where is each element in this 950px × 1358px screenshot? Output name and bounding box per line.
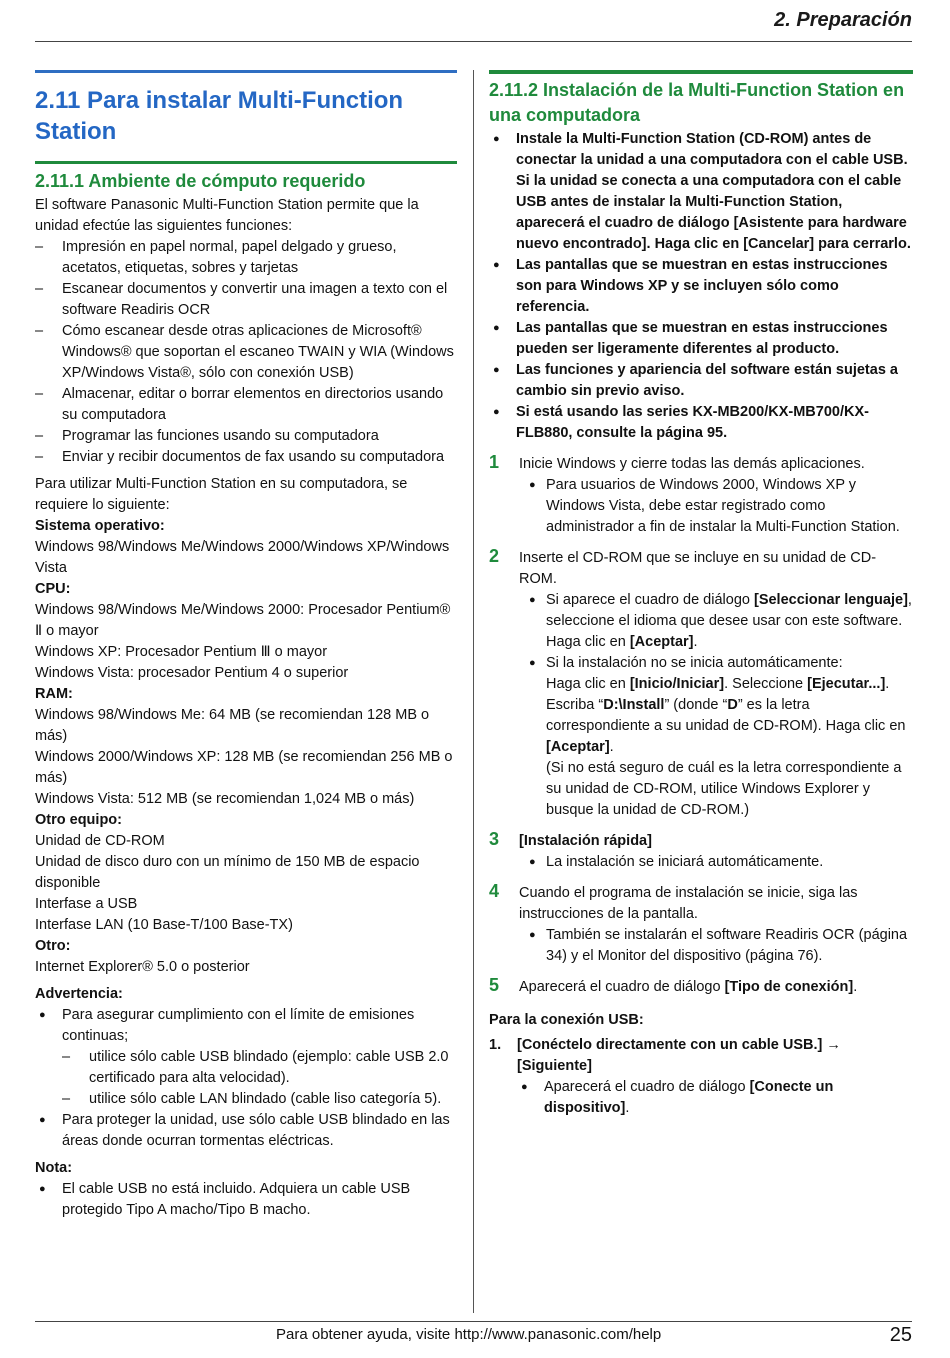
os-text: Windows 98/Windows Me/Windows 2000/Windows XP/Windows Vista <box>35 539 450 576</box>
step-3: 3 [Instalación rápida] ● La instalación se iniciará automáticamente. <box>489 831 913 873</box>
cpu-label: CPU: <box>35 581 71 597</box>
subsection-top-rule <box>489 70 913 74</box>
warning-label: Advertencia: <box>35 986 123 1002</box>
ram-line: Windows Vista: 512 MB (se recomiendan 1,024 MB o más) <box>35 791 415 807</box>
cpu-line: Windows 98/Windows Me/Windows 2000: Procesador Pentium® Ⅱ o mayor <box>35 602 451 639</box>
usb-step-1: 1. [Conéctelo directamente con un cable USB.] → [Siguiente] ● Aparecerá el cuadro de diálogo [Conecte un dispositivo]. <box>489 1035 913 1119</box>
requirement-intro: Para utilizar Multi-Function Station en su computadora, se requiere lo siguiente: <box>35 476 408 513</box>
other-label: Otro: <box>35 938 71 954</box>
section-title: 2.11 Para instalar Multi-Function Station <box>35 87 404 145</box>
other-equipment-line: Unidad de CD-ROM <box>35 833 165 849</box>
ram-line: Windows 98/Windows Me: 64 MB (se recomiendan 128 MB o más) <box>35 707 430 744</box>
list-item: ● La instalación se iniciará automáticamente. <box>519 852 913 873</box>
other-equipment-line: Interfase a USB <box>35 896 138 912</box>
list-item: ● Si aparece el cuadro de diálogo [Seleccionar lenguaje], seleccione el idioma que desee usar con este software. Haga clic en [Aceptar]. <box>519 590 913 653</box>
subsection-title: 2.11.2 Instalación de la Multi-Function Station en una computadora <box>489 80 905 125</box>
subsection-rule <box>35 161 457 164</box>
list-item: – Almacenar, editar o borrar elementos en directorios usando su computadora <box>35 384 457 426</box>
list-item: – Enviar y recibir documentos de fax usando su computadora <box>35 447 457 468</box>
list-item: ● Para proteger la unidad, use sólo cable USB blindado en las áreas donde ocurran tormentas eléctricas. <box>35 1110 457 1152</box>
header-rule <box>35 41 912 42</box>
other-equipment-label: Otro equipo: <box>35 812 122 828</box>
right-column <box>489 70 913 1119</box>
list-item: ● Para asegurar cumplimiento con el límite de emisiones continuas; – utilice sólo cable USB blindado (ejemplo: cable USB 2.0 certificado para alta velocidad). – utilice sólo cable LAN blindado (cable liso categoría 5). <box>35 1005 457 1110</box>
usb-connection-label: Para la conexión USB: <box>489 1012 644 1028</box>
footer-help-text: Para obtener ayuda, visite http://www.panasonic.com/help <box>276 1326 662 1343</box>
section-top-rule <box>35 70 457 73</box>
list-item: ● También se instalarán el software Readiris OCR (página 34) y el Monitor del dispositivo (página 76). <box>519 925 913 967</box>
other-equipment-line: Interfase LAN (10 Base-T/100 Base-TX) <box>35 917 293 933</box>
list-item: ● Si la instalación no se inicia automáticamente: Haga clic en [Inicio/Iniciar]. Seleccione [Ejecutar...]. Escriba “D:\Install” (donde “D” es la letra correspondiente a su unidad de CD-ROM). Haga clic en [Aceptar]. (Si no está seguro de cuál es la letra correspondiente a su unidad de CD-ROM, utilice Windows Explorer y busque la unidad de CD-ROM.) <box>519 653 913 821</box>
warning-list <box>35 1005 457 1152</box>
step-number: 4 <box>489 881 500 901</box>
list-item: ● Aparecerá el cuadro de diálogo [Conecte un dispositivo]. <box>517 1077 913 1119</box>
step-number: 1 <box>489 452 500 472</box>
list-item: – Cómo escanear desde otras aplicaciones de Microsoft® Windows® que soportan el escaneo TWAIN y WIA (Windows XP/Windows Vista®, sólo con conexión USB) <box>35 321 457 384</box>
list-item: – Impresión en papel normal, papel delgado y grueso, acetatos, etiquetas, sobres y tarjetas <box>35 237 457 279</box>
list-item: – utilice sólo cable USB blindado (ejemplo: cable USB 2.0 certificado para alta velocidad). <box>35 1047 457 1089</box>
cpu-line: Windows Vista: procesador Pentium 4 o superior <box>35 665 349 681</box>
step-2: 2 Inserte el CD-ROM que se incluye en su unidad de CD-ROM. ● Si aparece el cuadro de diálogo [Seleccionar lenguaje], seleccione el idioma que desee usar con este software. Haga clic en [Aceptar]. ● Si la instalación no se inicia automáticamente: Haga clic en [Inicio/Iniciar]. Seleccione [Ejecutar...]. Escriba “D:\Install” (donde “D” es la letra correspondiente a su unidad de CD-ROM). Haga clic en [Aceptar]. (Si no está seguro de cuál es la letra correspondiente a su unidad de CD-ROM, utilice Windows Explorer y busque la unidad de CD-ROM.) <box>489 548 913 821</box>
step-number: 2 <box>489 546 500 566</box>
list-item: – Escanear documentos y convertir una imagen a texto con el software Readiris OCR <box>35 279 457 321</box>
list-item: ● Para usuarios de Windows 2000, Windows XP y Windows Vista, debe estar registrado como administrador a fin de instalar la Multi-Function Station. <box>519 475 913 538</box>
list-item: ● Las pantallas que se muestran en estas instrucciones pueden ser ligeramente diferentes al producto. <box>489 318 913 360</box>
list-item: – utilice sólo cable LAN blindado (cable liso categoría 5). <box>35 1089 457 1110</box>
list-item: – Programar las funciones usando su computadora <box>35 426 457 447</box>
left-column <box>35 70 457 1221</box>
subsection-title: 2.11.1 Ambiente de cómputo requerido <box>35 171 366 191</box>
step-number: 1. <box>489 1037 502 1053</box>
step-number: 3 <box>489 829 500 849</box>
column-divider <box>473 70 474 1313</box>
other-equipment-line: Unidad de disco duro con un mínimo de 150 MB de espacio disponible <box>35 854 420 891</box>
page-number: 25 <box>889 1324 912 1346</box>
os-label: Sistema operativo: <box>35 518 165 534</box>
functions-list <box>35 237 457 468</box>
other-text: Internet Explorer® 5.0 o posterior <box>35 959 250 975</box>
step-4: 4 Cuando el programa de instalación se inicie, siga las instrucciones de la pantalla. ● También se instalarán el software Readiris OCR (página 34) y el Monitor del dispositivo (página 76). <box>489 883 913 967</box>
footer-rule <box>35 1321 912 1322</box>
list-item: ● Las pantallas que se muestran en estas instrucciones son para Windows XP y se incluyen sólo como referencia. <box>489 255 913 318</box>
note-list <box>35 1179 457 1221</box>
list-item: ● El cable USB no está incluido. Adquiera un cable USB protegido Tipo A macho/Tipo B macho. <box>35 1179 457 1221</box>
list-item: ● Si está usando las series KX-MB200/KX-MB700/KX-FLB880, consulte la página 95. <box>489 402 913 444</box>
notice-list <box>489 129 913 444</box>
ram-label: RAM: <box>35 686 73 702</box>
chapter-header: 2. Preparación <box>774 9 912 31</box>
step-5: 5 Aparecerá el cuadro de diálogo [Tipo de conexión]. <box>489 975 858 995</box>
list-item: ● Las funciones y apariencia del software están sujetas a cambio sin previo aviso. <box>489 360 913 402</box>
step-number: 5 <box>489 975 500 995</box>
ram-line: Windows 2000/Windows XP: 128 MB (se recomiendan 256 MB o más) <box>35 749 453 786</box>
note-label: Nota: <box>35 1160 73 1176</box>
list-item: ● Instale la Multi-Function Station (CD-ROM) antes de conectar la unidad a una computadora con el cable USB. Si la unidad se conecta a una computadora con el cable USB antes de instalar la Multi-Function Station, aparecerá el cuadro de diálogo [Asistente para hardware nuevo encontrado]. Haga clic en [Cancelar] para cerrarlo. <box>489 129 913 255</box>
intro-text: El software Panasonic Multi-Function Station permite que la unidad efectúe las siguientes funciones: <box>35 197 419 234</box>
step-1: 1 Inicie Windows y cierre todas las demás aplicaciones. ● Para usuarios de Windows 2000, Windows XP y Windows Vista, debe estar registrado como administrador a fin de instalar la Multi-Function Station. <box>489 454 913 538</box>
cpu-line: Windows XP: Procesador Pentium Ⅲ o mayor <box>35 644 328 660</box>
